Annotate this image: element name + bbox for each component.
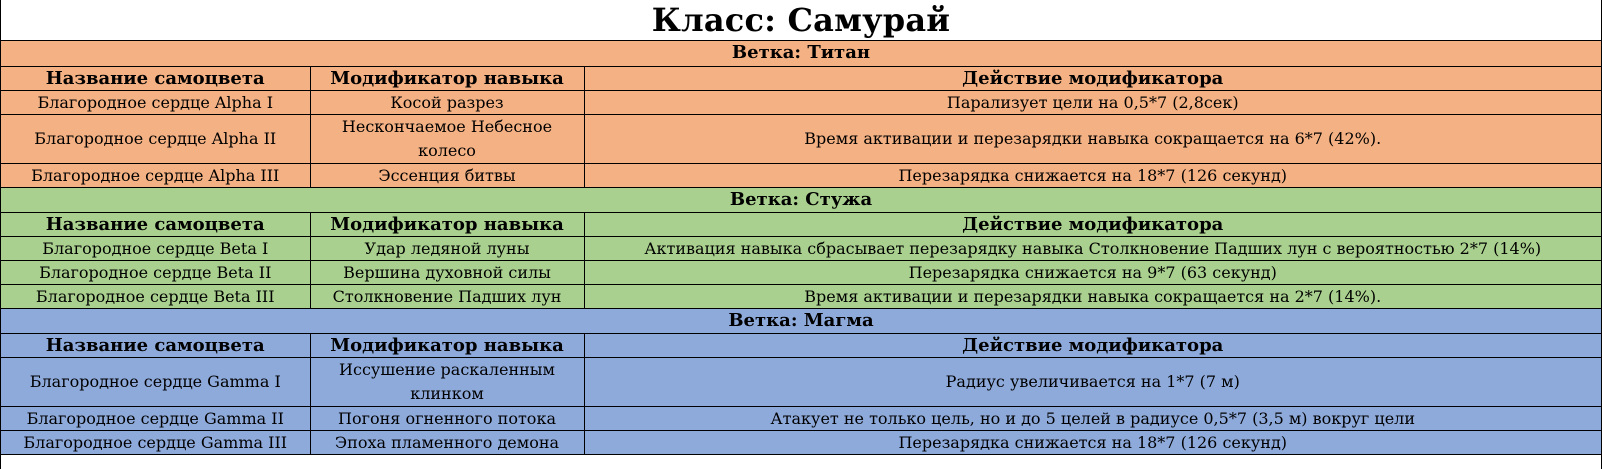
table-row — [1, 114, 1601, 163]
gem-name-cell: Благородное сердце Gamma I — [1, 357, 310, 406]
gem-table — [1, 41, 1601, 455]
modifier-effect-cell: Атакует не только цель, но и до 5 целей в радиусе 0,5*7 (3,5 м) вокруг цели — [584, 406, 1601, 430]
modifier-effect-cell: Перезарядка снижается на 18*7 (126 секунд) — [584, 430, 1601, 454]
gem-name-cell: Благородное сердце Beta III — [1, 284, 310, 308]
column-header-row — [1, 212, 1601, 236]
skill-modifier-cell: Столкновение Падших лун — [310, 284, 584, 308]
gem-name-cell: Благородное сердце Alpha I — [1, 90, 310, 114]
header-skill-modifier: Модификатор навыка — [310, 66, 584, 90]
skill-modifier-cell: Вершина духовной силы — [310, 260, 584, 284]
gem-name-cell: Благородное сердце Beta I — [1, 236, 310, 260]
branch-header-row — [1, 41, 1601, 66]
page-title: Класс: Самурай — [1, 0, 1601, 41]
header-modifier-effect: Действие модификатора — [584, 66, 1601, 90]
header-skill-modifier: Модификатор навыка — [310, 333, 584, 357]
modifier-effect-cell: Активация навыка сбрасывает перезарядку навыка Столкновение Падших лун с вероятностью 2*7 (14%) — [584, 236, 1601, 260]
table-row — [1, 406, 1601, 430]
table-row — [1, 260, 1601, 284]
skill-modifier-cell: Нескончаемое Небесное колесо — [310, 114, 584, 163]
skill-modifier-cell: Косой разрез — [310, 90, 584, 114]
gem-name-cell: Благородное сердце Gamma III — [1, 430, 310, 454]
branch-title: Ветка: Стужа — [1, 187, 1601, 212]
table-row — [1, 357, 1601, 406]
modifier-effect-cell: Перезарядка снижается на 9*7 (63 секунд) — [584, 260, 1601, 284]
skill-modifier-cell: Иссушение раскаленным клинком — [310, 357, 584, 406]
branch-header-row — [1, 308, 1601, 333]
table-row — [1, 284, 1601, 308]
column-header-row — [1, 333, 1601, 357]
column-header-row — [1, 66, 1601, 90]
gem-name-cell: Благородное сердце Alpha II — [1, 114, 310, 163]
branch-header-row — [1, 187, 1601, 212]
table-row — [1, 90, 1601, 114]
table-row — [1, 163, 1601, 187]
skill-modifier-cell: Погоня огненного потока — [310, 406, 584, 430]
header-modifier-effect: Действие модификатора — [584, 212, 1601, 236]
branch-title: Ветка: Магма — [1, 308, 1601, 333]
header-skill-modifier: Модификатор навыка — [310, 212, 584, 236]
header-gem-name: Название самоцвета — [1, 333, 310, 357]
header-gem-name: Название самоцвета — [1, 212, 310, 236]
header-gem-name: Название самоцвета — [1, 66, 310, 90]
branch-title: Ветка: Титан — [1, 41, 1601, 66]
table-row — [1, 430, 1601, 454]
header-modifier-effect: Действие модификатора — [584, 333, 1601, 357]
table-row — [1, 236, 1601, 260]
gem-name-cell: Благородное сердце Beta II — [1, 260, 310, 284]
gem-name-cell: Благородное сердце Gamma II — [1, 406, 310, 430]
skill-modifier-cell: Эпоха пламенного демона — [310, 430, 584, 454]
modifier-effect-cell: Время активации и перезарядки навыка сокращается на 2*7 (14%). — [584, 284, 1601, 308]
modifier-effect-cell: Парализует цели на 0,5*7 (2,8сек) — [584, 90, 1601, 114]
modifier-effect-cell: Перезарядка снижается на 18*7 (126 секунд) — [584, 163, 1601, 187]
skill-modifier-cell: Эссенция битвы — [310, 163, 584, 187]
modifier-effect-cell: Время активации и перезарядки навыка сокращается на 6*7 (42%). — [584, 114, 1601, 163]
modifier-effect-cell: Радиус увеличивается на 1*7 (7 м) — [584, 357, 1601, 406]
skill-modifier-cell: Удар ледяной луны — [310, 236, 584, 260]
gem-name-cell: Благородное сердце Alpha III — [1, 163, 310, 187]
